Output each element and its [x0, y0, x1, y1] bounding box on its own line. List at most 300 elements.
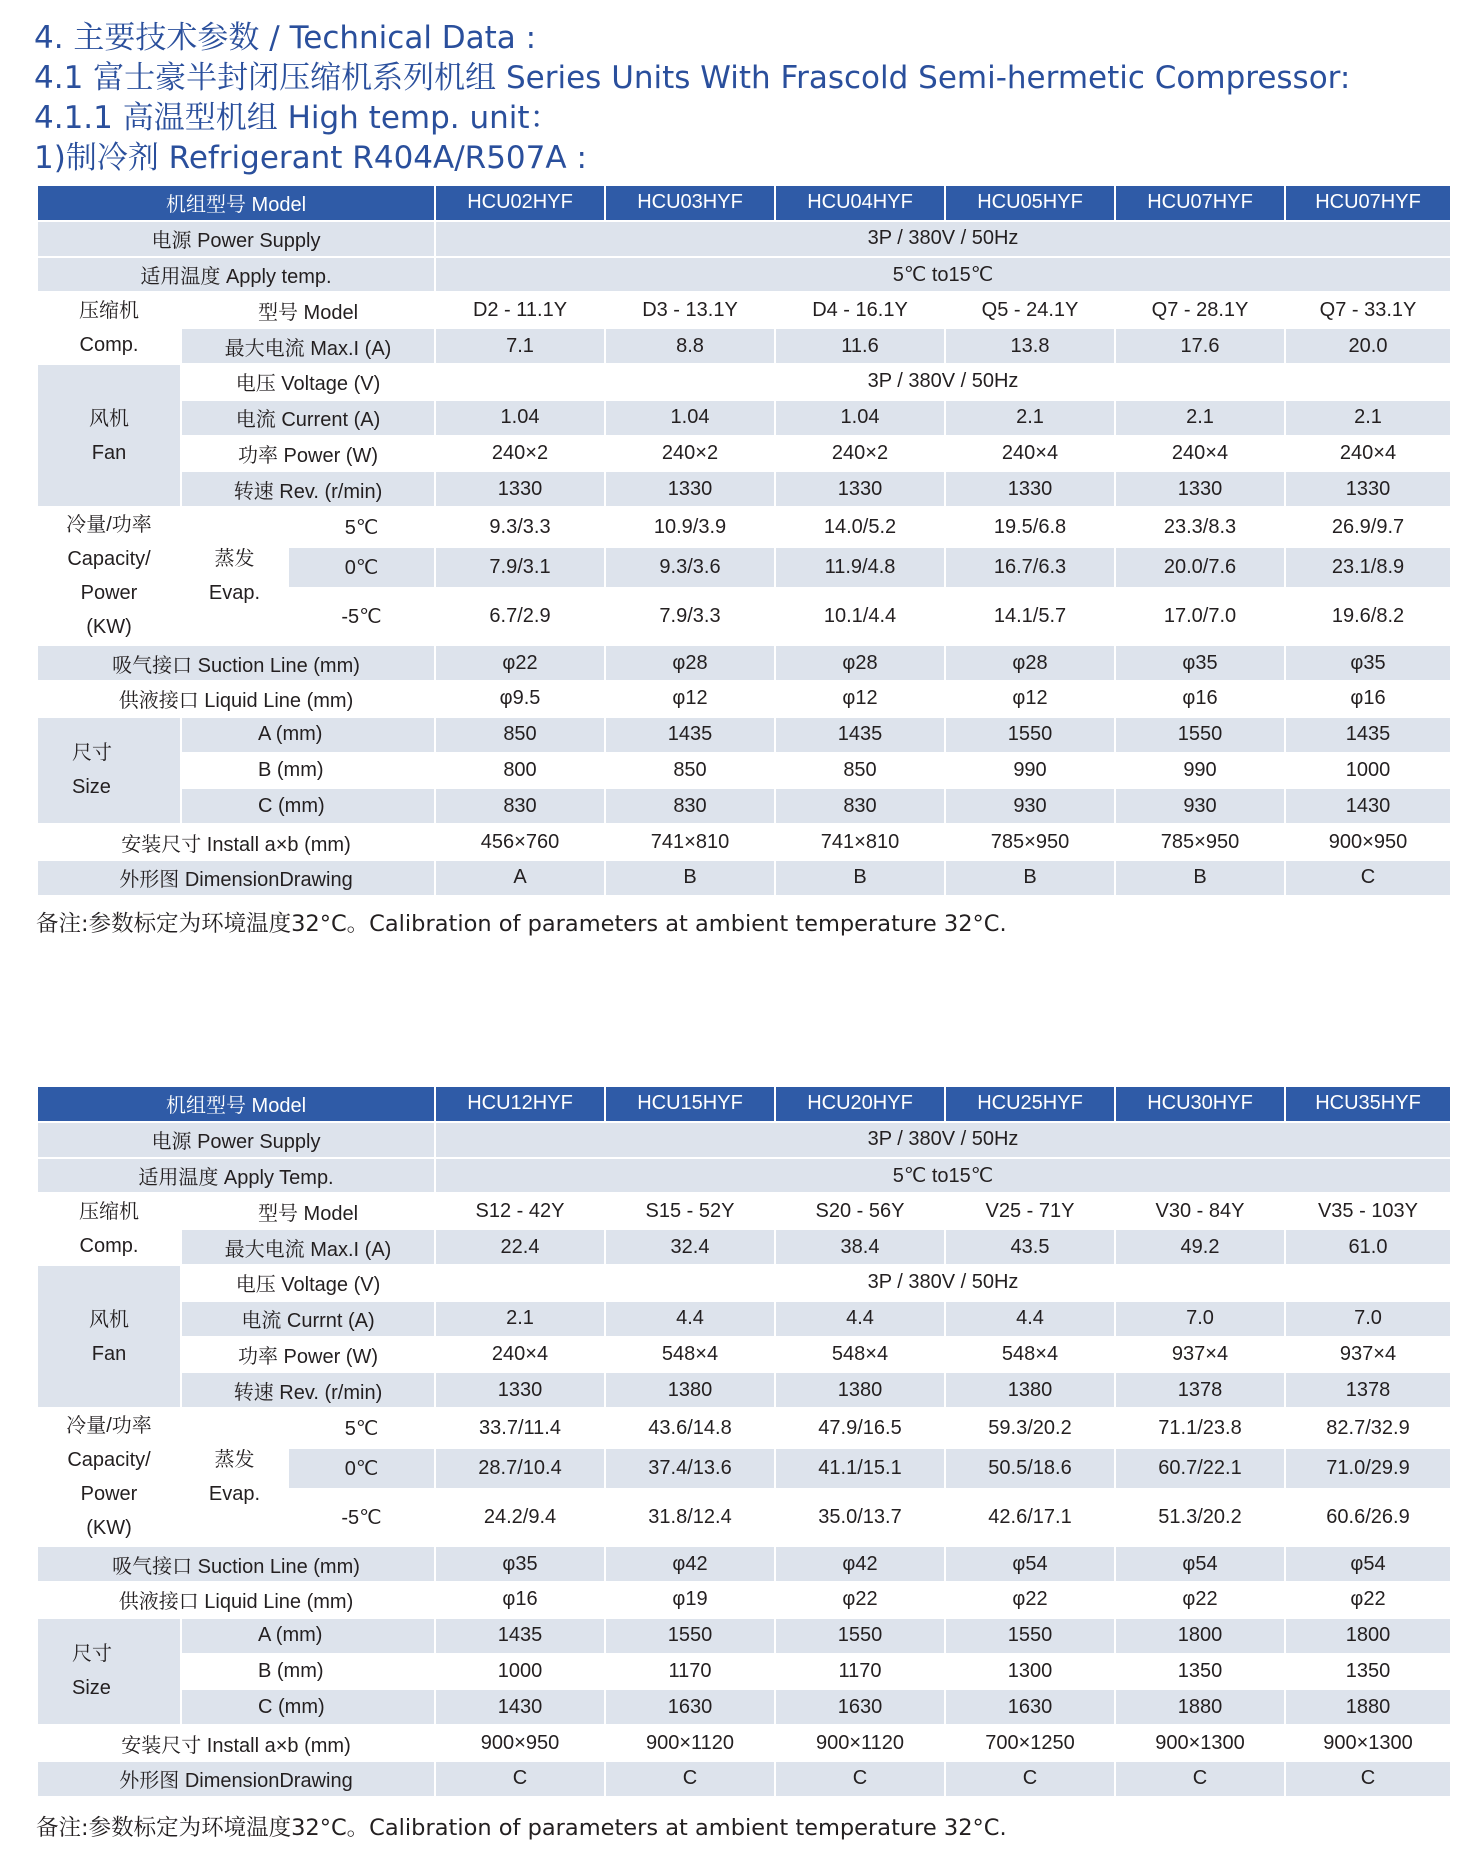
capacity-label-line: (KW)	[86, 1517, 132, 1540]
capacity-value: 16.7/6.3	[945, 547, 1115, 587]
size-b-label: B (mm)	[181, 1654, 435, 1690]
suction-line-label: 吸气接口 Suction Line (mm)	[37, 1546, 435, 1582]
capacity-row-5c	[37, 507, 1451, 547]
fan-power-row	[37, 1337, 1451, 1373]
capacity-value: 9.3/3.6	[605, 547, 775, 587]
suction-line-value: φ28	[605, 645, 775, 681]
capacity-value: 33.7/11.4	[435, 1408, 605, 1448]
compressor-model: S12 - 42Y	[435, 1193, 605, 1229]
fan-rev-label: 转速 Rev. (r/min)	[181, 471, 435, 507]
size-b-value: 990	[1115, 753, 1285, 789]
fan-voltage-value: 3P / 380V / 50Hz	[435, 364, 1451, 400]
fan-voltage-value: 3P / 380V / 50Hz	[435, 1265, 1451, 1301]
capacity-value: 10.1/4.4	[775, 588, 945, 645]
max-current-label: 最大电流 Max.I (A)	[181, 1229, 435, 1265]
liquid-line-label: 供液接口 Liquid Line (mm)	[37, 681, 435, 717]
install-value: 456×760	[435, 824, 605, 860]
fan-label-en: Fan	[91, 441, 127, 464]
capacity-value: 42.6/17.1	[945, 1489, 1115, 1546]
capacity-value: 59.3/20.2	[945, 1408, 1115, 1448]
max-current-value: 7.1	[435, 328, 605, 364]
evap-label-en: Evap.	[208, 582, 261, 605]
fan-current-row	[37, 1301, 1451, 1337]
apply-temp-row	[37, 257, 1451, 293]
max-current-value: 43.5	[945, 1229, 1115, 1265]
evap-label	[181, 507, 288, 645]
max-current-value: 8.8	[605, 328, 775, 364]
size-b-value: 1350	[1115, 1654, 1285, 1690]
size-a-value: 1435	[435, 1618, 605, 1654]
fan-voltage-label: 电压 Voltage (V)	[181, 364, 435, 400]
evap-label	[181, 1408, 288, 1546]
fan-current-value: 4.4	[775, 1301, 945, 1337]
suction-line-value: φ54	[945, 1546, 1115, 1582]
capacity-label-line: 冷量/功率	[66, 514, 152, 537]
model-name: HCU03HYF	[605, 185, 775, 221]
fan-label-cn: 风机	[89, 407, 129, 430]
drawing-label: 外形图 DimensionDrawing	[37, 860, 435, 896]
compressor-model-row	[37, 1193, 1451, 1229]
fan-rev-value: 1330	[435, 471, 605, 507]
install-value: 900×1120	[605, 1725, 775, 1761]
liquid-line-value: φ22	[1115, 1582, 1285, 1618]
size-a-value: 1550	[1115, 717, 1285, 753]
suction-line-value: φ35	[1115, 645, 1285, 681]
fan-current-value: 1.04	[605, 400, 775, 436]
max-current-value: 20.0	[1285, 328, 1451, 364]
unit-type-heading: 4.1.1 高温型机组 High temp. unit：	[34, 100, 561, 136]
size-label-en: Size	[72, 1677, 111, 1700]
model-name: HCU35HYF	[1285, 1086, 1451, 1122]
compressor-model-label: 型号 Model	[181, 292, 435, 328]
fan-power-value: 240×2	[435, 436, 605, 472]
fan-rev-label: 转速 Rev. (r/min)	[181, 1372, 435, 1408]
fan-group-label	[37, 1265, 181, 1408]
fan-voltage-label: 电压 Voltage (V)	[181, 1265, 435, 1301]
fan-rev-value: 1380	[775, 1372, 945, 1408]
suction-line-value: φ35	[1285, 645, 1451, 681]
size-b-value: 850	[605, 753, 775, 789]
evap-label-cn: 蒸发	[214, 548, 255, 571]
model-name: HCU07HYF	[1285, 185, 1451, 221]
size-c-value: 1880	[1285, 1689, 1451, 1725]
size-group-label	[37, 1618, 181, 1725]
fan-current-value: 1.04	[435, 400, 605, 436]
capacity-value: 82.7/32.9	[1285, 1408, 1451, 1448]
size-c-value: 1430	[1285, 788, 1451, 824]
size-a-value: 1800	[1285, 1618, 1451, 1654]
model-name: HCU30HYF	[1115, 1086, 1285, 1122]
size-b-value: 850	[775, 753, 945, 789]
suction-line-row	[37, 645, 1451, 681]
max-current-value: 49.2	[1115, 1229, 1285, 1265]
capacity-label-line: 冷量/功率	[66, 1415, 152, 1438]
fan-current-value: 7.0	[1115, 1301, 1285, 1337]
capacity-value: 20.0/7.6	[1115, 547, 1285, 587]
drawing-value: B	[775, 860, 945, 896]
fan-power-value: 240×4	[1285, 436, 1451, 472]
fan-current-row	[37, 400, 1451, 436]
size-b-label: B (mm)	[181, 753, 435, 789]
size-b-value: 1000	[435, 1654, 605, 1690]
max-current-value: 13.8	[945, 328, 1115, 364]
install-value: 900×1300	[1115, 1725, 1285, 1761]
fan-rev-row	[37, 1372, 1451, 1408]
fan-current-value: 4.4	[945, 1301, 1115, 1337]
evap-temp-label: -5℃	[288, 1489, 435, 1546]
power-supply-label: 电源 Power Supply	[37, 1122, 435, 1158]
power-supply-value: 3P / 380V / 50Hz	[435, 1122, 1451, 1158]
liquid-line-value: φ16	[1115, 681, 1285, 717]
suction-line-value: φ28	[775, 645, 945, 681]
spec-table-1	[36, 184, 1452, 897]
fan-current-value: 2.1	[1115, 400, 1285, 436]
drawing-value: C	[945, 1761, 1115, 1797]
capacity-label-line: Capacity/	[67, 1449, 151, 1472]
fan-rev-row	[37, 471, 1451, 507]
capacity-group-label	[37, 507, 181, 645]
drawing-value: C	[1115, 1761, 1285, 1797]
capacity-value: 31.8/12.4	[605, 1489, 775, 1546]
size-c-value: 930	[945, 788, 1115, 824]
install-value: 900×950	[435, 1725, 605, 1761]
fan-current-value: 2.1	[1285, 400, 1451, 436]
capacity-value: 35.0/13.7	[775, 1489, 945, 1546]
size-a-label: A (mm)	[181, 717, 435, 753]
size-b-row	[37, 1654, 1451, 1690]
size-c-row	[37, 1689, 1451, 1725]
capacity-value: 28.7/10.4	[435, 1448, 605, 1488]
suction-line-value: φ54	[1115, 1546, 1285, 1582]
fan-power-value: 240×2	[775, 436, 945, 472]
fan-power-value: 548×4	[605, 1337, 775, 1373]
max-current-value: 61.0	[1285, 1229, 1451, 1265]
install-value: 900×1300	[1285, 1725, 1451, 1761]
size-c-value: 830	[605, 788, 775, 824]
capacity-value: 6.7/2.9	[435, 588, 605, 645]
capacity-value: 23.3/8.3	[1115, 507, 1285, 547]
size-c-label: C (mm)	[181, 788, 435, 824]
evap-label-en: Evap.	[208, 1483, 261, 1506]
compressor-model: S15 - 52Y	[605, 1193, 775, 1229]
drawing-row	[37, 860, 1451, 896]
compressor-model: V35 - 103Y	[1285, 1193, 1451, 1229]
compressor-group-label	[37, 292, 181, 364]
drawing-value: C	[605, 1761, 775, 1797]
size-a-value: 1435	[605, 717, 775, 753]
fan-voltage-row	[37, 1265, 1451, 1301]
fan-rev-value: 1330	[435, 1372, 605, 1408]
capacity-value: 51.3/20.2	[1115, 1489, 1285, 1546]
compressor-label-cn: 压缩机	[79, 300, 139, 323]
size-label-cn: 尺寸	[72, 742, 112, 765]
model-name: HCU12HYF	[435, 1086, 605, 1122]
refrigerant-heading: 1)制冷剂 Refrigerant R404A/R507A :	[34, 140, 587, 176]
liquid-line-value: φ19	[605, 1582, 775, 1618]
max-current-label: 最大电流 Max.I (A)	[181, 328, 435, 364]
size-group-label	[37, 717, 181, 824]
suction-line-value: φ22	[435, 645, 605, 681]
capacity-value: 10.9/3.9	[605, 507, 775, 547]
install-value: 785×950	[1115, 824, 1285, 860]
fan-current-value: 7.0	[1285, 1301, 1451, 1337]
model-name: HCU07HYF	[1115, 185, 1285, 221]
capacity-value: 60.6/26.9	[1285, 1489, 1451, 1546]
liquid-line-value: φ12	[775, 681, 945, 717]
suction-line-value: φ42	[775, 1546, 945, 1582]
drawing-value: C	[435, 1761, 605, 1797]
header-row	[37, 185, 1451, 221]
suction-line-value: φ35	[435, 1546, 605, 1582]
capacity-value: 14.0/5.2	[775, 507, 945, 547]
size-c-value: 830	[775, 788, 945, 824]
install-value: 700×1250	[945, 1725, 1115, 1761]
size-b-value: 1000	[1285, 753, 1451, 789]
suction-line-value: φ42	[605, 1546, 775, 1582]
evap-temp-label: 0℃	[288, 547, 435, 587]
max-current-row	[37, 1229, 1451, 1265]
apply-temp-row	[37, 1158, 1451, 1194]
fan-voltage-row	[37, 364, 1451, 400]
model-header: 机组型号 Model	[37, 185, 435, 221]
size-c-value: 1630	[605, 1689, 775, 1725]
capacity-value: 19.5/6.8	[945, 507, 1115, 547]
fan-current-value: 4.4	[605, 1301, 775, 1337]
model-name: HCU25HYF	[945, 1086, 1115, 1122]
model-name: HCU15HYF	[605, 1086, 775, 1122]
power-supply-row	[37, 1122, 1451, 1158]
calibration-note-1: 备注:参数标定为环境温度32°C。Calibration of parameters at ambient temperature 32°C.	[36, 911, 1007, 937]
drawing-value: C	[1285, 860, 1451, 896]
headings	[34, 18, 1454, 178]
fan-power-value: 548×4	[945, 1337, 1115, 1373]
subsection-heading: 4.1 富士豪半封闭压缩机系列机组 Series Units With Frascold Semi-hermetic Compressor:	[34, 60, 1351, 96]
liquid-line-value: φ9.5	[435, 681, 605, 717]
power-supply-row	[37, 221, 1451, 257]
compressor-label-cn: 压缩机	[79, 1201, 139, 1224]
size-b-value: 1300	[945, 1654, 1115, 1690]
calibration-note-2: 备注:参数标定为环境温度32°C。Calibration of parameters at ambient temperature 32°C.	[36, 1815, 1007, 1841]
capacity-value: 60.7/22.1	[1115, 1448, 1285, 1488]
compressor-group-label	[37, 1193, 181, 1265]
max-current-value: 11.6	[775, 328, 945, 364]
compressor-model: V30 - 84Y	[1115, 1193, 1285, 1229]
suction-line-value: φ54	[1285, 1546, 1451, 1582]
capacity-value: 71.1/23.8	[1115, 1408, 1285, 1448]
fan-current-value: 2.1	[945, 400, 1115, 436]
size-c-row	[37, 788, 1451, 824]
fan-rev-value: 1380	[605, 1372, 775, 1408]
max-current-value: 32.4	[605, 1229, 775, 1265]
capacity-value: 14.1/5.7	[945, 588, 1115, 645]
size-c-value: 1880	[1115, 1689, 1285, 1725]
size-a-value: 850	[435, 717, 605, 753]
drawing-row	[37, 1761, 1451, 1797]
size-a-value: 1550	[775, 1618, 945, 1654]
compressor-model: Q7 - 33.1Y	[1285, 292, 1451, 328]
size-a-value: 1550	[605, 1618, 775, 1654]
size-b-value: 1170	[605, 1654, 775, 1690]
capacity-value: 17.0/7.0	[1115, 588, 1285, 645]
fan-rev-value: 1330	[775, 471, 945, 507]
section-heading: 4. 主要技术参数 / Technical Data :	[34, 20, 537, 56]
fan-power-value: 937×4	[1285, 1337, 1451, 1373]
max-current-value: 17.6	[1115, 328, 1285, 364]
size-c-value: 1430	[435, 1689, 605, 1725]
fan-power-value: 240×2	[605, 436, 775, 472]
drawing-value: C	[775, 1761, 945, 1797]
liquid-line-row	[37, 681, 1451, 717]
drawing-value: B	[605, 860, 775, 896]
size-label-cn: 尺寸	[72, 1643, 112, 1666]
max-current-value: 22.4	[435, 1229, 605, 1265]
drawing-value: B	[1115, 860, 1285, 896]
power-supply-value: 3P / 380V / 50Hz	[435, 221, 1451, 257]
max-current-value: 38.4	[775, 1229, 945, 1265]
liquid-line-label: 供液接口 Liquid Line (mm)	[37, 1582, 435, 1618]
power-supply-label: 电源 Power Supply	[37, 221, 435, 257]
compressor-model: Q5 - 24.1Y	[945, 292, 1115, 328]
suction-line-label: 吸气接口 Suction Line (mm)	[37, 645, 435, 681]
compressor-model: Q7 - 28.1Y	[1115, 292, 1285, 328]
capacity-value: 9.3/3.3	[435, 507, 605, 547]
model-name: HCU20HYF	[775, 1086, 945, 1122]
fan-power-value: 240×4	[435, 1337, 605, 1373]
fan-power-value: 240×4	[945, 436, 1115, 472]
drawing-label: 外形图 DimensionDrawing	[37, 1761, 435, 1797]
liquid-line-value: φ16	[435, 1582, 605, 1618]
size-a-value: 1550	[945, 1618, 1115, 1654]
fan-power-value: 548×4	[775, 1337, 945, 1373]
capacity-value: 41.1/15.1	[775, 1448, 945, 1488]
capacity-label-line: (KW)	[86, 616, 132, 639]
liquid-line-value: φ22	[775, 1582, 945, 1618]
fan-rev-value: 1378	[1285, 1372, 1451, 1408]
model-name: HCU05HYF	[945, 185, 1115, 221]
evap-temp-label: 5℃	[288, 507, 435, 547]
capacity-value: 7.9/3.3	[605, 588, 775, 645]
capacity-value: 50.5/18.6	[945, 1448, 1115, 1488]
size-label-en: Size	[72, 776, 111, 799]
max-current-row	[37, 328, 1451, 364]
suction-line-value: φ28	[945, 645, 1115, 681]
install-value: 741×810	[775, 824, 945, 860]
size-c-value: 1630	[945, 1689, 1115, 1725]
install-label: 安装尺寸 Install a×b (mm)	[37, 1725, 435, 1761]
fan-rev-value: 1330	[1285, 471, 1451, 507]
fan-power-value: 937×4	[1115, 1337, 1285, 1373]
size-b-row	[37, 753, 1451, 789]
size-a-value: 1800	[1115, 1618, 1285, 1654]
fan-power-value: 240×4	[1115, 436, 1285, 472]
fan-label-en: Fan	[91, 1342, 127, 1365]
size-a-row	[37, 717, 1451, 753]
compressor-model: D2 - 11.1Y	[435, 292, 605, 328]
evap-temp-label: -5℃	[288, 588, 435, 645]
suction-line-row	[37, 1546, 1451, 1582]
apply-temp-label: 适用温度 Apply temp.	[37, 257, 435, 293]
compressor-model-label: 型号 Model	[181, 1193, 435, 1229]
fan-current-value: 2.1	[435, 1301, 605, 1337]
compressor-model: D3 - 13.1Y	[605, 292, 775, 328]
model-header: 机组型号 Model	[37, 1086, 435, 1122]
install-value: 900×1120	[775, 1725, 945, 1761]
fan-current-label: 电流 Currnt (A)	[181, 1301, 435, 1337]
size-a-value: 1550	[945, 717, 1115, 753]
evap-temp-label: 0℃	[288, 1448, 435, 1488]
compressor-label-en: Comp.	[79, 1235, 139, 1258]
fan-rev-value: 1330	[1115, 471, 1285, 507]
capacity-value: 23.1/8.9	[1285, 547, 1451, 587]
compressor-model: D4 - 16.1Y	[775, 292, 945, 328]
fan-rev-value: 1380	[945, 1372, 1115, 1408]
capacity-label-line: Power	[80, 1483, 138, 1506]
install-value: 900×950	[1285, 824, 1451, 860]
fan-power-label: 功率 Power (W)	[181, 1337, 435, 1373]
liquid-line-value: φ22	[945, 1582, 1115, 1618]
apply-temp-label: 适用温度 Apply Temp.	[37, 1158, 435, 1194]
size-a-value: 1435	[1285, 717, 1451, 753]
size-b-value: 1350	[1285, 1654, 1451, 1690]
install-label: 安装尺寸 Install a×b (mm)	[37, 824, 435, 860]
capacity-value: 11.9/4.8	[775, 547, 945, 587]
liquid-line-value: φ16	[1285, 681, 1451, 717]
size-c-label: C (mm)	[181, 1689, 435, 1725]
size-c-value: 830	[435, 788, 605, 824]
fan-rev-value: 1330	[945, 471, 1115, 507]
fan-power-label: 功率 Power (W)	[181, 436, 435, 472]
liquid-line-value: φ12	[605, 681, 775, 717]
size-c-value: 930	[1115, 788, 1285, 824]
fan-rev-value: 1378	[1115, 1372, 1285, 1408]
evap-temp-label: 5℃	[288, 1408, 435, 1448]
capacity-value: 24.2/9.4	[435, 1489, 605, 1546]
capacity-value: 19.6/8.2	[1285, 588, 1451, 645]
capacity-value: 37.4/13.6	[605, 1448, 775, 1488]
compressor-model: S20 - 56Y	[775, 1193, 945, 1229]
apply-temp-value: 5℃ to15℃	[435, 1158, 1451, 1194]
size-a-row	[37, 1618, 1451, 1654]
capacity-value: 7.9/3.1	[435, 547, 605, 587]
install-value: 741×810	[605, 824, 775, 860]
model-name: HCU02HYF	[435, 185, 605, 221]
install-row	[37, 1725, 1451, 1761]
capacity-row-5c	[37, 1408, 1451, 1448]
apply-temp-value: 5℃ to15℃	[435, 257, 1451, 293]
fan-current-value: 1.04	[775, 400, 945, 436]
install-row	[37, 824, 1451, 860]
size-b-value: 800	[435, 753, 605, 789]
compressor-model-row	[37, 292, 1451, 328]
fan-power-row	[37, 436, 1451, 472]
drawing-value: A	[435, 860, 605, 896]
fan-label-cn: 风机	[89, 1308, 129, 1331]
header-row	[37, 1086, 1451, 1122]
size-b-value: 1170	[775, 1654, 945, 1690]
liquid-line-value: φ22	[1285, 1582, 1451, 1618]
size-b-value: 990	[945, 753, 1115, 789]
fan-current-label: 电流 Current (A)	[181, 400, 435, 436]
install-value: 785×950	[945, 824, 1115, 860]
capacity-value: 26.9/9.7	[1285, 507, 1451, 547]
size-a-value: 1435	[775, 717, 945, 753]
fan-group-label	[37, 364, 181, 507]
capacity-value: 43.6/14.8	[605, 1408, 775, 1448]
liquid-line-row	[37, 1582, 1451, 1618]
size-c-value: 1630	[775, 1689, 945, 1725]
capacity-label-line: Power	[80, 582, 138, 605]
fan-rev-value: 1330	[605, 471, 775, 507]
